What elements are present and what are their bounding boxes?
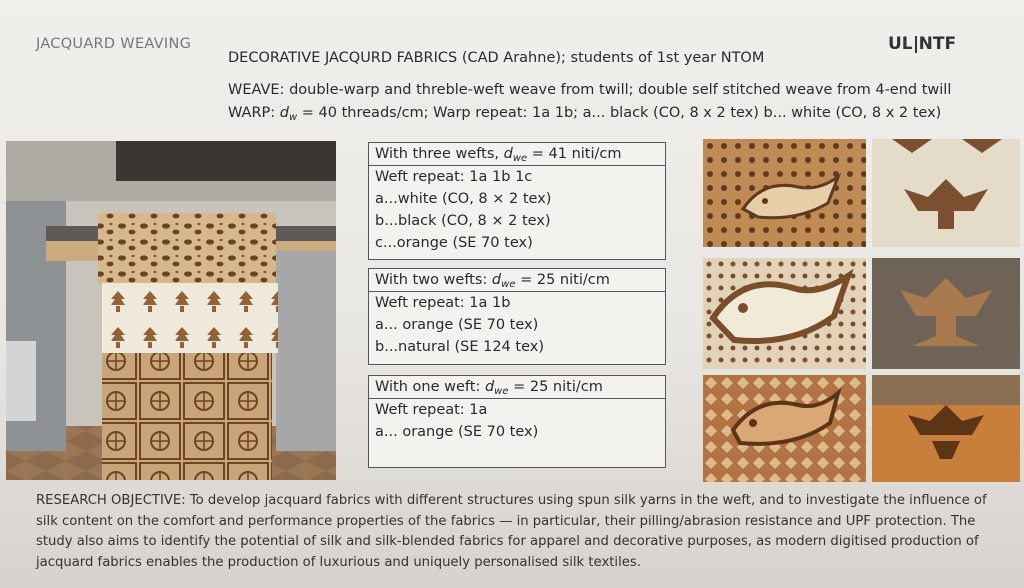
weft-line: Weft repeat: 1a xyxy=(375,402,488,418)
fabric-photo-bird-cream xyxy=(703,258,866,369)
fabric-photo-ornament-orange xyxy=(872,375,1020,482)
weft-line: a...white (CO, 8 × 2 tex) xyxy=(375,191,552,207)
logo-divider xyxy=(915,36,917,53)
fabric-photo-bird-brown xyxy=(703,139,866,247)
weft-box-one-weft xyxy=(368,375,666,468)
weft-line: a... orange (SE 70 tex) xyxy=(375,317,539,333)
logo-ul: UL xyxy=(888,34,913,54)
weft-box-three-wefts xyxy=(368,142,666,260)
weft-line: a... orange (SE 70 tex) xyxy=(375,424,539,440)
weft-line: c...orange (SE 70 tex) xyxy=(375,235,533,251)
weft-box-title: With three wefts, $d_{we} = 41$ niti/cm xyxy=(369,143,665,166)
weft-box-two-wefts xyxy=(368,268,666,365)
fabric-photo-bird-orange xyxy=(703,375,866,482)
weft-line: Weft repeat: 1a 1b 1c xyxy=(375,169,533,185)
weft-box-title: With two wefts: $d_{we} = 25$ niti/cm xyxy=(369,269,665,292)
weft-line: Weft repeat: 1a 1b xyxy=(375,295,511,311)
logo-ntf: NTF xyxy=(918,34,957,54)
ul-ntf-logo xyxy=(888,34,956,54)
loom-photo xyxy=(6,141,336,480)
slide-title: DECORATIVE JACQURD FABRICS (CAD Arahne); students of 1st year NTOM xyxy=(228,50,765,66)
weave-description: WEAVE: double-warp and threble-weft weave from twill; double self stitched weave from 4-end twill xyxy=(228,82,952,98)
weft-box-title: With one weft: $d_{we} = 25$ niti/cm xyxy=(369,376,665,399)
warp-description: WARP: $d_w = 40$ threads/cm; Warp repeat: 1a 1b; a... black (CO, 8 x 2 tex) b... white (CO, 8 x 2 tex) xyxy=(228,105,942,123)
research-objective: RESEARCH OBJECTIVE: To develop jacquard fabrics with different structures using spun silk yarns in the weft, and to investigate the influence of silk content on the comfort and performance properties of the fabrics — in particular, their pilling/abrasion resistance and UPF protection. The study also aims to identify the potential of silk and silk-blended fabrics for apparel and decorative purposes, as modern digitised production of jacquard fabrics enables the production of luxurious and uniquely personalised silk textiles. xyxy=(36,493,987,570)
slide-topic: JACQUARD WEAVING xyxy=(36,36,192,52)
fabric-photo-ornament-cream xyxy=(872,139,1020,247)
weft-line: b...natural (SE 124 tex) xyxy=(375,339,544,355)
weft-line: b...black (CO, 8 × 2 tex) xyxy=(375,213,551,229)
fabric-photo-ornament-dark xyxy=(872,258,1020,369)
